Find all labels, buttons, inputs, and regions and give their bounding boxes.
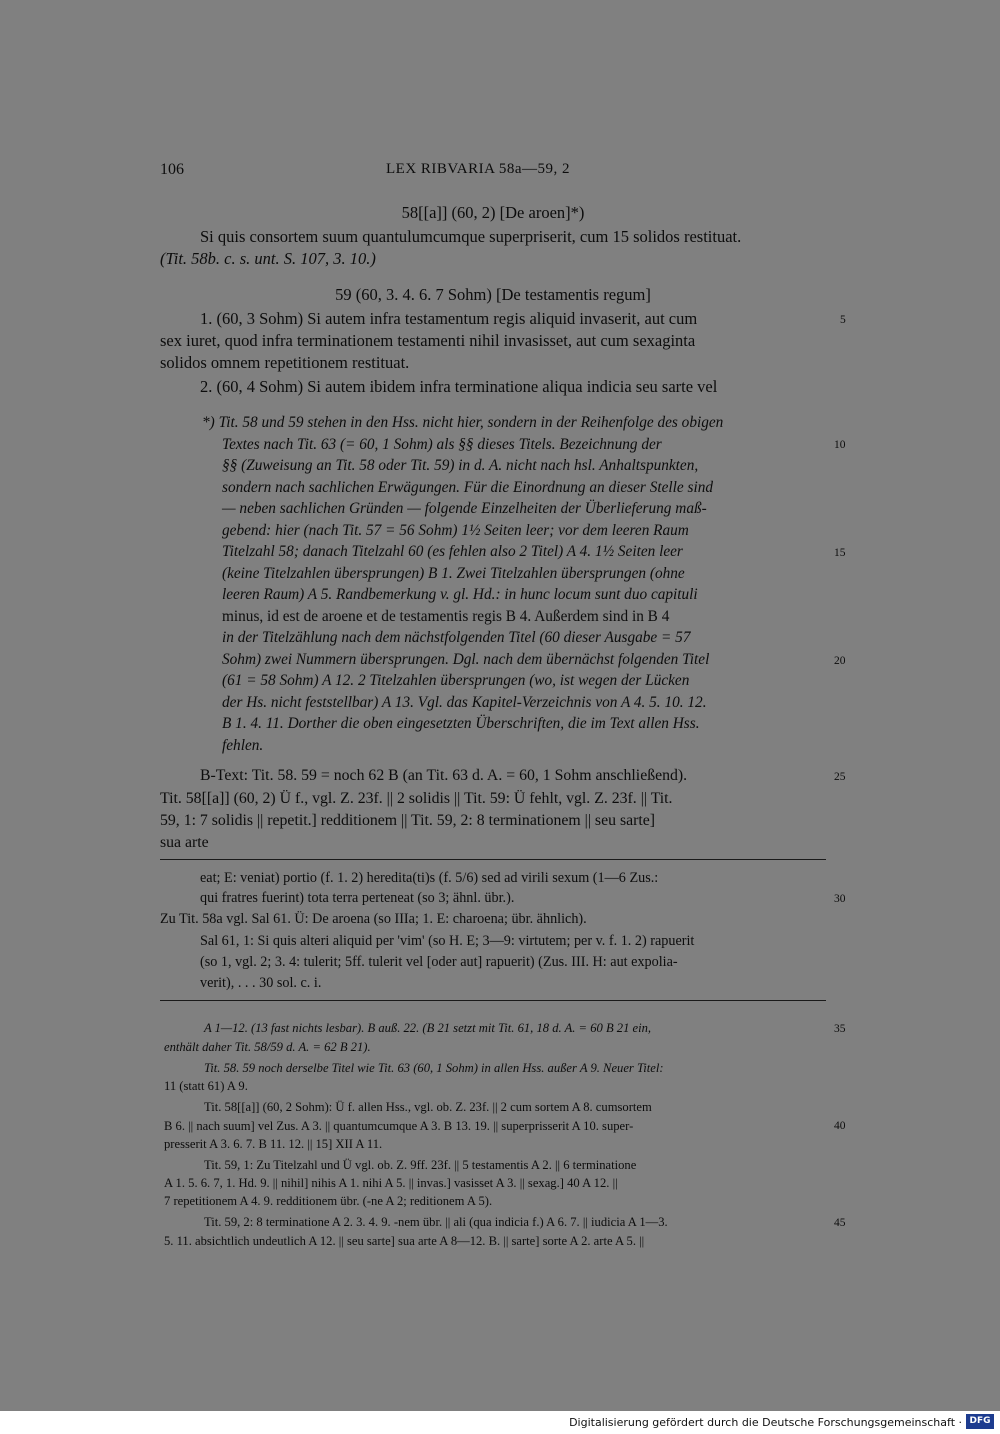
apparatus2-line: enthält daher Tit. 58/59 d. A. = 62 B 21). [164,1040,371,1054]
footnote-line: (61 = 58 Sohm) A 12. 2 Titelzahlen übersprungen (wo, ist wegen der Lücken [222,672,690,689]
rule [160,1000,826,1001]
apparatus2-line: A 1—12. (13 fast nichts lesbar). B auß. 22. (B 21 setzt mit Tit. 61, 18 d. A. = 60 B 21 ein, [204,1021,652,1035]
apparatus2-line: 5. 11. absichtlich undeutlich A 12. || seu sarte] sua arte A 8—12. B. || sarte] sorte A 2. arte A 5. || [164,1234,645,1248]
line-number: 20 [834,655,846,667]
footnote-line: *) Tit. 58 und 59 stehen in den Hss. nicht hier, sondern in der Reihenfolge des obigen [202,414,724,431]
footnote-line: sondern nach sachlichen Erwägungen. Für die Einordnung an dieser Stelle sind [222,479,713,496]
btext-line: B-Text: Tit. 58. 59 = noch 62 B (an Tit. 63 d. A. = 60, 1 Sohm anschließend). [200,767,688,784]
line-number: 40 [834,1120,846,1132]
apparatus2-line: Tit. 59, 2: 8 terminatione A 2. 3. 4. 9. -nem übr. || ali (qua indicia f.) A 6. 7. || iudicia A 1—3. [204,1215,668,1229]
para2-line: sex iuret, quod infra terminationem testamenti nihil invasisset, aut cum sexaginta [160,331,696,350]
footnote-line: Titelzahl 58; danach Titelzahl 60 (es fehlen also 2 Titel) A 4. 1½ Seiten leer [222,543,683,560]
line-number: 10 [834,439,846,451]
footer-credit: Digitalisierung gefördert durch die Deutsche Forschungsgemeinschaft · [569,1416,962,1429]
para2-line: solidos omnem repetitionem restituat. [160,353,410,372]
apparatus2-line: A 1. 5. 6. 7, 1. Hd. 9. || nihil] nihis A 1. nihi A 5. || invas.] vasisset A 3. || sexag.] 40 A 12. || [164,1176,618,1190]
footnote-line: leeren Raum) A 5. Randbemerkung v. gl. Hd.: in hunc locum sunt duo capituli [222,586,698,603]
apparatus2-line: Tit. 58. 59 noch derselbe Titel wie Tit. 63 (60, 1 Sohm) in allen Hss. außer A 9. Neuer Titel: [204,1061,664,1075]
footnote-line: fehlen. [222,737,264,754]
apparatus1-line: verit), . . . 30 sol. c. i. [200,975,322,991]
para2-line: 1. (60, 3 Sohm) Si autem infra testamentum regis aliquid invaserit, aut cum [200,309,698,328]
running-title: LEX RIBVARIA 58a—59, 2 [386,161,571,177]
footnote-line: Sohm) zwei Nummern übersprungen. Dgl. nach dem übernächst folgenden Titel [222,651,710,668]
footnote-line: B 1. 4. 11. Dorther die oben eingesetzten Überschriften, die im Text allen Hss. [222,715,700,732]
footnote-line: der Hs. nicht feststellbar) A 13. Vgl. das Kapitel-Verzeichnis von A 4. 5. 10. 12. [222,694,707,711]
btext-line: sua arte [160,834,209,851]
title-58a: 58[[a]] (60, 2) [De aroen]*) [401,203,585,222]
line-number: 35 [834,1023,846,1035]
footnote-line: — neben sachlichen Gründen — folgende Einzelheiten der Überlieferung maß- [222,500,707,517]
para1-line: Si quis consortem suum quantulumcumque superpriserit, cum 15 solidos restituat. [200,227,742,246]
footnote-line: Textes nach Tit. 63 (= 60, 1 Sohm) als §§ dieses Titels. Bezeichnung der [222,436,662,453]
apparatus2-line: Tit. 59, 1: Zu Titelzahl und Ü vgl. ob. Z. 9ff. 23f. || 5 testamentis A 2. || 6 terminatione [204,1158,637,1172]
line-number: 25 [834,771,846,783]
apparatus2-line: Tit. 58[[a]] (60, 2 Sohm): Ü f. allen Hss., vgl. ob. Z. 23f. || 2 cum sortem A 8. cumsortem [204,1100,652,1114]
para1-line: (Tit. 58b. c. s. unt. S. 107, 3. 10.) [160,249,376,268]
footnote-line: §§ (Zuweisung an Tit. 58 oder Tit. 59) in d. A. nicht nach hsl. Anhaltspunkten, [222,457,699,474]
dfg-logo: DFG [966,1414,994,1429]
line-number: 15 [834,547,846,559]
footnote-line: minus, id est de aroene et de testamentis regis B 4. Außerdem sind in B 4 [222,608,670,625]
apparatus1-line: Zu Tit. 58a vgl. Sal 61. Ü: De aroena (so IIIa; 1. E: charoena; übr. ähnlich). [160,911,587,927]
apparatus2-line: B 6. || nach suum] vel Zus. A 3. || quantumcumque A 3. B 13. 19. || superprisserit A 10. super- [164,1119,634,1133]
apparatus2-line: 11 (statt 61) A 9. [164,1079,248,1093]
footnote-line: gebend: hier (nach Tit. 57 = 56 Sohm) 1½ Seiten leer; vor dem leeren Raum [222,522,689,539]
apparatus1-line: Sal 61, 1: Si quis alteri aliquid per 'vim' (so H. E; 3—9: virtutem; per v. f. 1. 2) rapuerit [200,933,695,949]
apparatus2-line: 7 repetitionem A 4. 9. redditionem übr. (-ne A 2; reditionem A 5). [164,1194,493,1208]
btext-line: Tit. 58[[a]] (60, 2) Ü f., vgl. Z. 23f. || 2 solidis || Tit. 59: Ü fehlt, vgl. Z. 23f. || Tit. [160,790,673,807]
rule [160,859,826,860]
line-number: 5 [840,314,846,326]
footnote-line: (keine Titelzahlen übersprungen) B 1. Zwei Titelzahlen übersprungen (ohne [222,565,685,582]
btext-line: 59, 1: 7 solidis || repetit.] redditionem || Tit. 59, 2: 8 terminationem || seu sarte] [160,812,656,829]
apparatus1-line: qui fratres fuerint) tota terra perteneat (so 3; ähnl. übr.). [200,890,515,906]
para3-line: 2. (60, 4 Sohm) Si autem ibidem infra terminatione aliqua indicia seu sarte vel [200,377,718,396]
line-number: 45 [834,1217,846,1229]
apparatus1-line: eat; E: veniat) portio (f. 1. 2) heredita(ti)s (f. 5/6) sed ad virili sexum (1—6 Zus.: [200,870,659,886]
apparatus2-line: presserit A 3. 6. 7. B 11. 12. || 15] XII A 11. [164,1137,383,1151]
apparatus1-line: (so 1, vgl. 2; 3. 4: tulerit; 5ff. tulerit vel [oder aut] rapuerit) (Zus. III. H: aut expolia- [200,954,678,970]
title-59: 59 (60, 3. 4. 6. 7 Sohm) [De testamentis regum] [335,285,651,304]
page-number: 106 [160,161,184,178]
footnote-line: in der Titelzählung nach dem nächstfolgenden Titel (60 dieser Ausgabe = 57 [222,629,691,646]
line-number: 30 [834,893,846,905]
